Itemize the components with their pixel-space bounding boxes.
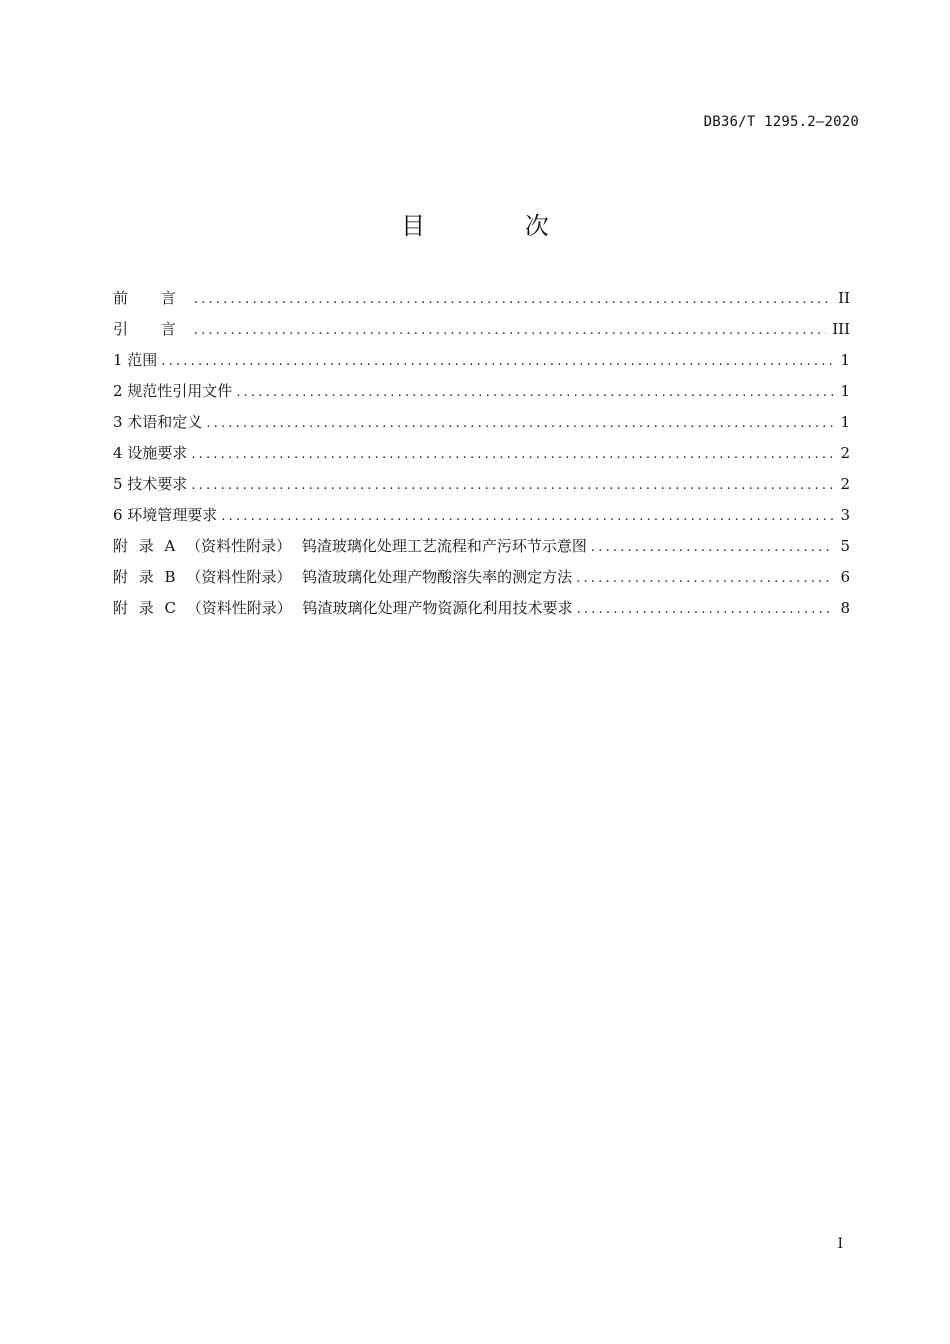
toc-entry-page: 8 — [840, 599, 850, 617]
toc-entry-label: 4 设施要求 — [113, 444, 188, 462]
page-number: I — [837, 1236, 843, 1252]
toc-entry-page: II — [838, 289, 850, 307]
toc-list — [113, 285, 850, 626]
toc-entry-technical-requirements[interactable] — [113, 471, 850, 502]
toc-entry-label: 附 录 B （资料性附录） 钨渣玻璃化处理产物酸溶失率的测定方法 — [113, 568, 573, 586]
toc-entry-appendix-b[interactable] — [113, 564, 850, 595]
toc-entry-page: 6 — [840, 568, 850, 586]
document-code: DB36/T 1295.2—2020 — [703, 114, 859, 130]
toc-entry-foreword[interactable] — [113, 285, 850, 316]
toc-entry-label: 引 言 — [113, 320, 190, 338]
toc-entry-scope[interactable] — [113, 347, 850, 378]
toc-entry-page: 2 — [840, 444, 850, 462]
dot-leader — [161, 349, 834, 375]
dot-leader — [206, 411, 834, 437]
dot-leader — [194, 318, 826, 344]
toc-entry-appendix-c[interactable] — [113, 595, 850, 626]
toc-entry-introduction[interactable] — [113, 316, 850, 347]
toc-entry-label: 前 言 — [113, 289, 190, 307]
toc-entry-page: 5 — [840, 537, 850, 555]
toc-entry-label: 附 录 C （资料性附录） 钨渣玻璃化处理产物资源化利用技术要求 — [113, 599, 573, 617]
toc-title: 目 次 — [401, 212, 595, 240]
dot-leader — [191, 473, 834, 499]
dot-leader — [221, 504, 834, 530]
toc-entry-environmental-management[interactable] — [113, 502, 850, 533]
toc-entry-page: 2 — [840, 475, 850, 493]
toc-entry-label: 附 录 A （资料性附录） 钨渣玻璃化处理工艺流程和产污环节示意图 — [113, 537, 587, 555]
toc-entry-terms-definitions[interactable] — [113, 409, 850, 440]
toc-entry-normative-references[interactable] — [113, 378, 850, 409]
dot-leader — [591, 535, 835, 561]
toc-entry-page: 1 — [840, 413, 850, 431]
toc-entry-label: 2 规范性引用文件 — [113, 382, 233, 400]
toc-entry-label: 5 技术要求 — [113, 475, 188, 493]
dot-leader — [577, 597, 835, 623]
toc-entry-label: 6 环境管理要求 — [113, 506, 218, 524]
dot-leader — [236, 380, 834, 406]
toc-entry-page: 1 — [840, 351, 850, 369]
toc-entry-page: 3 — [840, 506, 850, 524]
toc-entry-facility-requirements[interactable] — [113, 440, 850, 471]
dot-leader — [191, 442, 834, 468]
toc-entry-page: III — [832, 320, 850, 338]
toc-entry-label: 3 术语和定义 — [113, 413, 203, 431]
dot-leader — [194, 287, 832, 313]
toc-entry-page: 1 — [840, 382, 850, 400]
toc-entry-label: 1 范围 — [113, 351, 158, 369]
dot-leader — [576, 566, 834, 592]
toc-entry-appendix-a[interactable] — [113, 533, 850, 564]
